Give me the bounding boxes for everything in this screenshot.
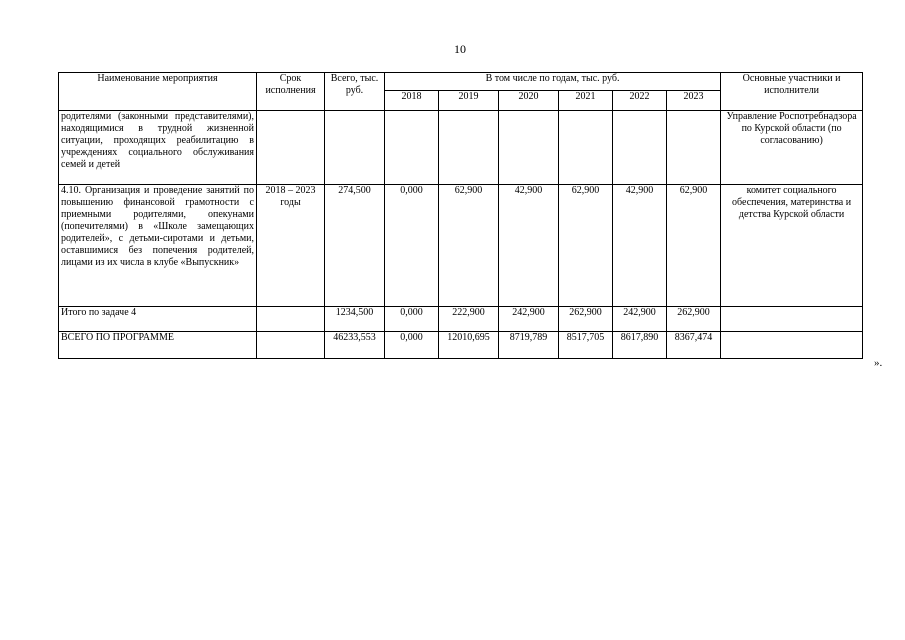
row-year-value: 12010,695	[439, 332, 499, 359]
header-term: Срок исполнения	[257, 73, 325, 111]
row-year-value: 222,900	[439, 307, 499, 332]
header-year: 2019	[439, 91, 499, 111]
header-year: 2022	[613, 91, 667, 111]
row-participants	[721, 332, 863, 359]
row-year-value	[559, 111, 613, 185]
row-term	[257, 111, 325, 185]
row-year-value	[439, 111, 499, 185]
row-term	[257, 307, 325, 332]
header-year: 2021	[559, 91, 613, 111]
header-total: Всего, тыс. руб.	[325, 73, 385, 111]
row-year-value: 242,900	[499, 307, 559, 332]
row-name: родителями (законными представителями), находящимися в трудной жизненной ситуации, проходящих реабилитацию в учреждениях социального обслуживания семей и детей	[59, 111, 257, 185]
row-year-value	[499, 111, 559, 185]
row-participants	[721, 307, 863, 332]
row-name: Итого по задаче 4	[59, 307, 257, 332]
header-year: 2020	[499, 91, 559, 111]
row-name: ВСЕГО ПО ПРОГРАММЕ	[59, 332, 257, 359]
header-by-years: В том числе по годам, тыс. руб.	[385, 73, 721, 91]
table-row	[59, 307, 863, 332]
program-table	[58, 72, 863, 359]
header-year: 2018	[385, 91, 439, 111]
row-term: 2018 – 2023 годы	[257, 185, 325, 307]
header-participants: Основные участники и исполнители	[721, 73, 863, 111]
row-participants: комитет социального обеспечения, материнства и детства Курской области	[721, 185, 863, 307]
row-year-value: 8719,789	[499, 332, 559, 359]
row-total	[325, 111, 385, 185]
row-total: 274,500	[325, 185, 385, 307]
row-total: 46233,553	[325, 332, 385, 359]
row-year-value: 62,900	[559, 185, 613, 307]
row-year-value: 42,900	[613, 185, 667, 307]
row-year-value: 62,900	[667, 185, 721, 307]
row-year-value: 0,000	[385, 307, 439, 332]
row-year-value: 42,900	[499, 185, 559, 307]
row-year-value: 0,000	[385, 332, 439, 359]
header-name: Наименование мероприятия	[59, 73, 257, 111]
row-year-value	[613, 111, 667, 185]
row-year-value: 8367,474	[667, 332, 721, 359]
table-row	[59, 332, 863, 359]
row-year-value: 8617,890	[613, 332, 667, 359]
table-row	[59, 111, 863, 185]
row-year-value: 0,000	[385, 185, 439, 307]
table-row	[59, 185, 863, 307]
row-year-value	[667, 111, 721, 185]
row-year-value: 262,900	[667, 307, 721, 332]
closing-quote-mark: ».	[874, 357, 883, 369]
row-year-value: 62,900	[439, 185, 499, 307]
row-term	[257, 332, 325, 359]
row-participants: Управление Роспотребнадзора по Курской области (по согласованию)	[721, 111, 863, 185]
row-year-value: 262,900	[559, 307, 613, 332]
row-year-value	[385, 111, 439, 185]
page-number: 10	[454, 42, 466, 56]
row-name: 4.10. Организация и проведение занятий по повышению финансовой грамотности с приемными родителями, опекунами (попечителями) в «Школе замещающих родителей», с детьми-сиротами и детьми, оставшимися без попечения родителей, лицами из их числа в клубе «Выпускник»	[59, 185, 257, 307]
header-year: 2023	[667, 91, 721, 111]
row-year-value: 8517,705	[559, 332, 613, 359]
row-year-value: 242,900	[613, 307, 667, 332]
row-total: 1234,500	[325, 307, 385, 332]
